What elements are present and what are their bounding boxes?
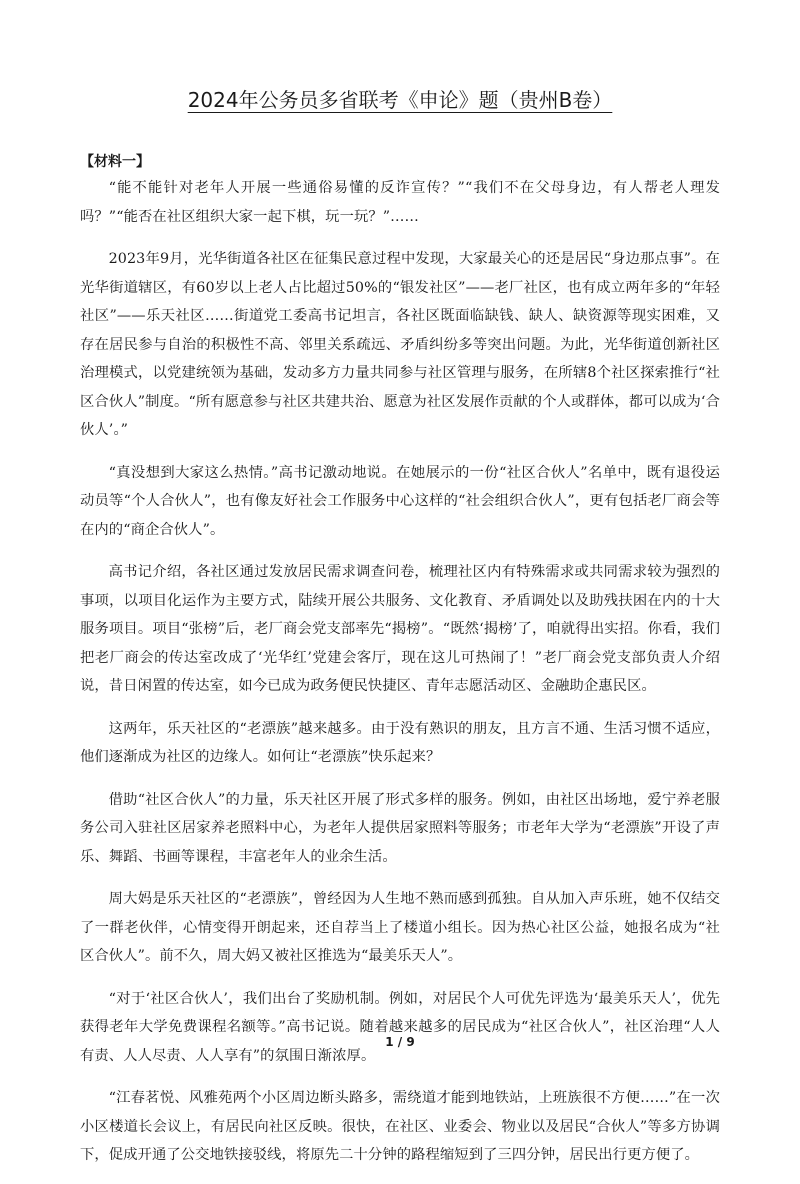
paragraph: “对于‘社区合伙人’，我们出台了奖励机制。例如，对居民个人可优先评选为‘最美乐天人’，优先获得老年大学免费课程名额等。”高书记说。随着越来越多的居民成为“社区合伙人”，社区治理“人人有责、人人尽责、人人享有”的氛围日渐浓厚。 — [80, 990, 720, 1064]
paragraph: 这两年，乐天社区的“老漂族”越来越多。由于没有熟识的朋友，且方言不通、生活习惯不适应，他们逐渐成为社区的边缘人。如何让“老漂族”快乐起来？ — [80, 720, 720, 765]
paragraph: 借助“社区合伙人”的力量，乐天社区开展了形式多样的服务。例如，由社区出场地，爱宁养老服务公司入驻社区居家养老照料中心，为老年人提供居家照料等服务；市老年大学为“老漂族”开设了声乐、舞蹈、书画等课程，丰富老年人的业余生活。 — [80, 791, 720, 865]
document-title — [0, 86, 800, 114]
paragraph: 高书记介绍，各社区通过发放居民需求调查问卷，梳理社区内有特殊需求或共同需求较为强烈的事项，以项目化运作为主要方式，陆续开展公共服务、文化教育、矛盾调处以及助残扶困在内的十大服务项目。项目“张榜”后，老厂商会党支部率先“揭榜”。“既然‘揭榜’了，咱就得出实招。你看，我们把老厂商会的传达室改成了‘光华红’党建会客厅，现在这儿可热闹了！”老厂商会党支部负责人介绍说，昔日闲置的传达室，如今已成为政务便民快捷区、青年志愿活动区、金融助企惠民区。 — [80, 564, 720, 694]
section-heading: 【材料一】 — [80, 154, 150, 170]
document-title-text: 2024年公务员多省联考《申论》题（贵州B卷） — [187, 88, 613, 112]
paragraph: 周大妈是乐天社区的“老漂族”，曾经因为人生地不熟而感到孤独。自从加入声乐班，她不仅结交了一群老伙伴，心情变得开朗起来，还自荐当上了楼道小组长。因为热心社区公益，她报名成为“社区合伙人”。前不久，周大妈又被社区推选为“最美乐天人”。 — [80, 891, 720, 964]
paragraph: 2023年9月，光华街道各社区在征集民意过程中发现，大家最关心的还是居民“身边那点事”。在光华街道辖区，有60岁以上老人占比超过50%的“银发社区”——老厂社区，也有成立两年多的“年轻社区”——乐天社区……街道党工委高书记坦言，各社区既面临缺钱、缺人、缺资源等现实困难，又存在居民参与自治的积极性不高、邻里关系疏远、矛盾纠纷多等突出问题。为此，光华街道创新社区治理模式，以党建统领为基础，发动多方力量共同参与社区管理与服务，在所辖8个社区探索推行“社区合伙人”制度。“所有愿意参与社区共建共治、愿意为社区发展作贡献的个人或群体，都可以成为‘合伙人’。” — [80, 251, 720, 438]
document-body — [80, 152, 720, 1184]
page-number: 1 / 9 — [385, 1035, 415, 1049]
paragraph: “能不能针对老年人开展一些通俗易懂的反诈宣传？”“我们不在父母身边，有人帮老人理发吗？”“能否在社区组织大家一起下棋，玩一玩？”…… — [80, 180, 720, 225]
paragraph: “真没想到大家这么热情。”高书记激动地说。在她展示的一份“社区合伙人”名单中，既有退役运动员等“个人合伙人”，也有像友好社会工作服务中心这样的“社会组织合伙人”，更有包括老厂商会等在内的“商企合伙人”。 — [80, 464, 720, 538]
paragraph: “江春茗悦、风雅苑两个小区周边断头路多，需绕道才能到地铁站，上班族很不方便……”在一次小区楼道长会议上，有居民向社区反映。很快，在社区、业委会、物业以及居民“合伙人”等多方协调下，促成开通了公交地铁接驳线，将原先二十分钟的路程缩短到了三四分钟，居民出行更方便了。 — [80, 1090, 720, 1163]
